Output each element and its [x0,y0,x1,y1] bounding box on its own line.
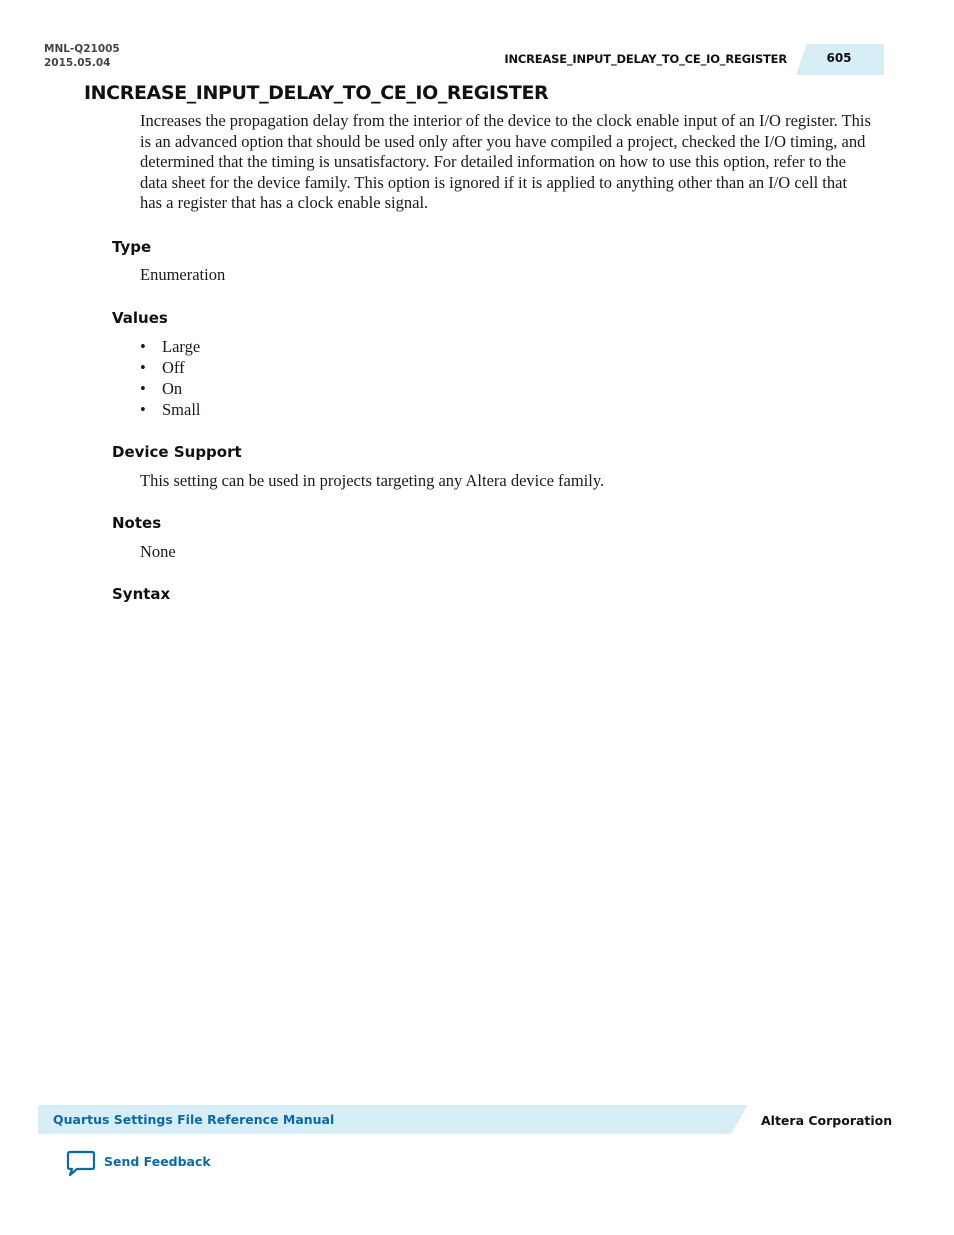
page-number: 605 [826,51,852,65]
send-feedback-label: Send Feedback [104,1154,211,1169]
list-item: • Off [140,358,201,379]
list-item: • On [140,379,201,400]
device-support-text: This setting can be used in projects targeting any Altera device family. [140,471,605,490]
send-feedback-link[interactable] [66,1150,211,1178]
type-value: Enumeration [140,265,226,284]
company-name: Altera Corporation [761,1113,893,1128]
document-meta [44,42,120,70]
section-title: INCREASE_INPUT_DELAY_TO_CE_IO_REGISTER [84,82,549,104]
speech-bubble-icon [66,1150,96,1178]
list-item: • Small [140,400,201,421]
syntax-heading: Syntax [112,585,171,603]
manual-name: Quartus Settings File Reference Manual [53,1112,335,1127]
list-item: • Large [140,337,201,358]
device-support-heading: Device Support [112,443,242,461]
values-list [140,337,201,421]
notes-text: None [140,542,176,561]
document-date: 2015.05.04 [44,57,111,69]
notes-heading: Notes [112,514,162,532]
section-description: Increases the propagation delay from the interior of the device to the clock enable input of an I/O register. This is an advanced option that should be used only after you have compiled a project, checked the I/O timing, and determined that the timing is unsatisfactory. For detailed information on how to use this option, refer to the data sheet for the device family. This option is ignored if it is applied to anything other than an I/O cell that has a register that has a clock enable signal. [140,111,871,213]
running-title: INCREASE_INPUT_DELAY_TO_CE_IO_REGISTER [504,52,787,66]
type-heading: Type [112,238,152,256]
document-id: MNL-Q21005 [44,43,120,55]
values-heading: Values [112,309,168,327]
